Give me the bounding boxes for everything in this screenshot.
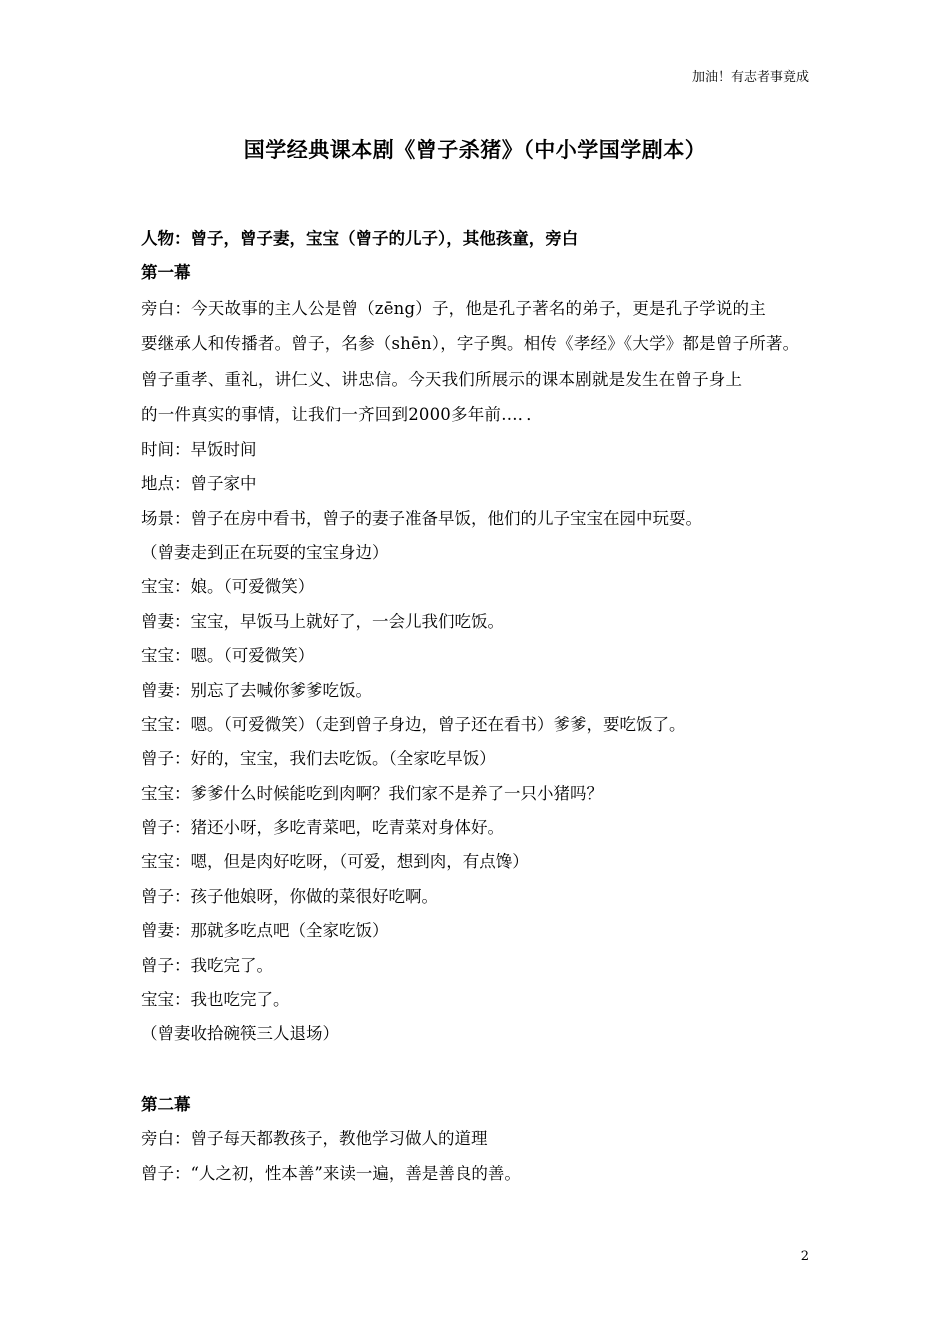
dialogue-line: 曾妻：那就多吃点吧（全家吃饭） [141, 921, 389, 941]
section-gap [141, 1052, 821, 1088]
dialogue-line: 曾子：“人之初，性本善”来读一遍，善是善良的善。 [141, 1163, 521, 1183]
narration-line: 的一件真实的事情，让我们一齐回到2000多年前…．． [141, 405, 543, 425]
script-line: 地点：曾子家中 [141, 474, 257, 494]
act-heading: 第二幕 [141, 1094, 191, 1114]
narration-line: 曾子重孝、重礼，讲仁义、讲忠信。今天我们所展示的课本剧就是发生在曾子身上 [141, 369, 743, 389]
dialogue-line: 宝宝：娘。（可爱微笑） [141, 577, 315, 597]
script-line: 场景：曾子在房中看书，曾子的妻子准备早饭，他们的儿子宝宝在园中玩耍。 [141, 508, 702, 528]
dialogue-line: 宝宝：爹爹什么时候能吃到肉啊？我们家不是养了一只小猪吗？ [141, 783, 603, 803]
document-title: 国学经典课本剧《曾子杀猪》（中小学国学剧本） [243, 137, 707, 162]
narration-line: 要继承人和传播者。曾子，名参（shēn），字子舆。相传《孝经》《大学》都是曾子所著。 [141, 334, 800, 354]
character-list: 人物：曾子，曾子妻，宝宝（曾子的儿子），其他孩童，旁白 [141, 229, 579, 248]
dialogue-line: 曾子：孩子他娘呀，你做的菜很好吃啊。 [141, 886, 438, 906]
script-body [141, 222, 821, 1191]
dialogue-line: 宝宝：我也吃完了。 [141, 990, 290, 1010]
dialogue-line: 曾子：猪还小呀，多吃青菜吧，吃青菜对身体好。 [141, 818, 504, 838]
stage-direction: （曾妻收拾碗筷三人退场） [141, 1024, 339, 1044]
dialogue-line: 曾子：我吃完了。 [141, 955, 273, 975]
script-line: 时间：早饭时间 [141, 439, 257, 459]
narration-line: 旁白：曾子每天都教孩子，教他学习做人的道理 [141, 1129, 488, 1149]
dialogue-line: 宝宝：嗯。（可爱微笑）（走到曾子身边，曾子还在看书）爹爹，要吃饭了。 [141, 714, 686, 734]
page-number: 2 [800, 1249, 809, 1264]
dialogue-line: 曾子：好的，宝宝，我们去吃饭。（全家吃早饭） [141, 749, 496, 769]
stage-direction: （曾妻走到正在玩耍的宝宝身边） [141, 542, 389, 562]
act-heading: 第一幕 [141, 263, 191, 283]
dialogue-line: 宝宝：嗯，但是肉好吃呀，（可爱，想到肉，有点馋） [141, 852, 529, 872]
header-motto: 加油！有志者事竟成 [691, 70, 809, 85]
narration-line: 旁白：今天故事的主人公是曾（zēng）子，他是孔子著名的弟子，更是孔子学说的主 [141, 298, 766, 318]
dialogue-line: 曾妻：别忘了去喊你爹爹吃饭。 [141, 680, 372, 700]
dialogue-line: 曾妻：宝宝，早饭马上就好了，一会儿我们吃饭。 [141, 611, 504, 631]
dialogue-line: 宝宝：嗯。（可爱微笑） [141, 646, 315, 666]
